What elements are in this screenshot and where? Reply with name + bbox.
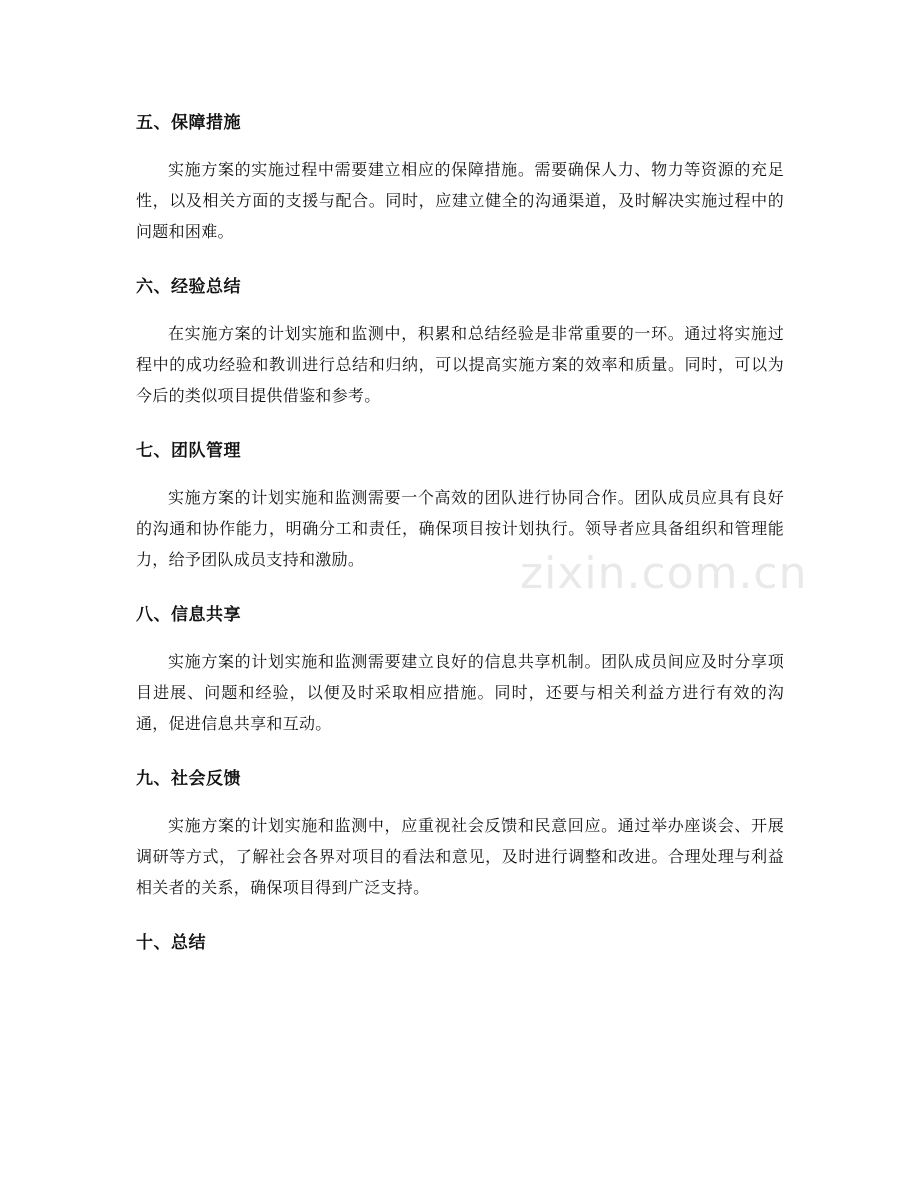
section-paragraph: 实施方案的计划实施和监测需要一个高效的团队进行协同合作。团队成员应具有良好的沟通和协作能力，明确分工和责任，确保项目按计划执行。领导者应具备组织和管理能力，给予团队成员支持和激励。 [136,488,784,569]
section-team-management [136,434,784,575]
section-paragraph: 实施方案的实施过程中需要建立相应的保障措施。需要确保人力、物力等资源的充足性，以及相关方面的支援与配合。同时，应建立健全的沟通渠道，及时解决实施过程中的问题和困难。 [136,160,784,241]
watermark-text: zixin.com.cn [520,548,808,599]
section-heading: 八、信息共享 [136,605,241,625]
section-paragraph: 在实施方案的计划实施和监测中，积累和总结经验是非常重要的一环。通过将实施过程中的成功经验和教训进行总结和归纳，可以提高实施方案的效率和质量。同时，可以为今后的类似项目提供借鉴和参考。 [136,324,784,405]
section-experience-summary [136,270,784,411]
document-body [136,106,784,960]
section-heading: 九、社会反馈 [136,769,241,789]
section-safeguard-measures [136,106,784,247]
section-heading: 七、团队管理 [136,441,241,461]
section-paragraph: 实施方案的计划实施和监测需要建立良好的信息共享机制。团队成员间应及时分享项目进展、问题和经验，以便及时采取相应措施。同时，还要与相关利益方进行有效的沟通，促进信息共享和互动。 [136,652,784,733]
section-heading: 十、总结 [136,933,206,953]
section-heading: 五、保障措施 [136,113,241,133]
section-social-feedback [136,762,784,903]
section-heading: 六、经验总结 [136,277,241,297]
section-information-sharing [136,598,784,739]
section-paragraph: 实施方案的计划实施和监测中，应重视社会反馈和民意回应。通过举办座谈会、开展调研等方式，了解社会各界对项目的看法和意见，及时进行调整和改进。合理处理与利益相关者的关系，确保项目得到广泛支持。 [136,816,784,897]
section-conclusion [136,926,784,960]
